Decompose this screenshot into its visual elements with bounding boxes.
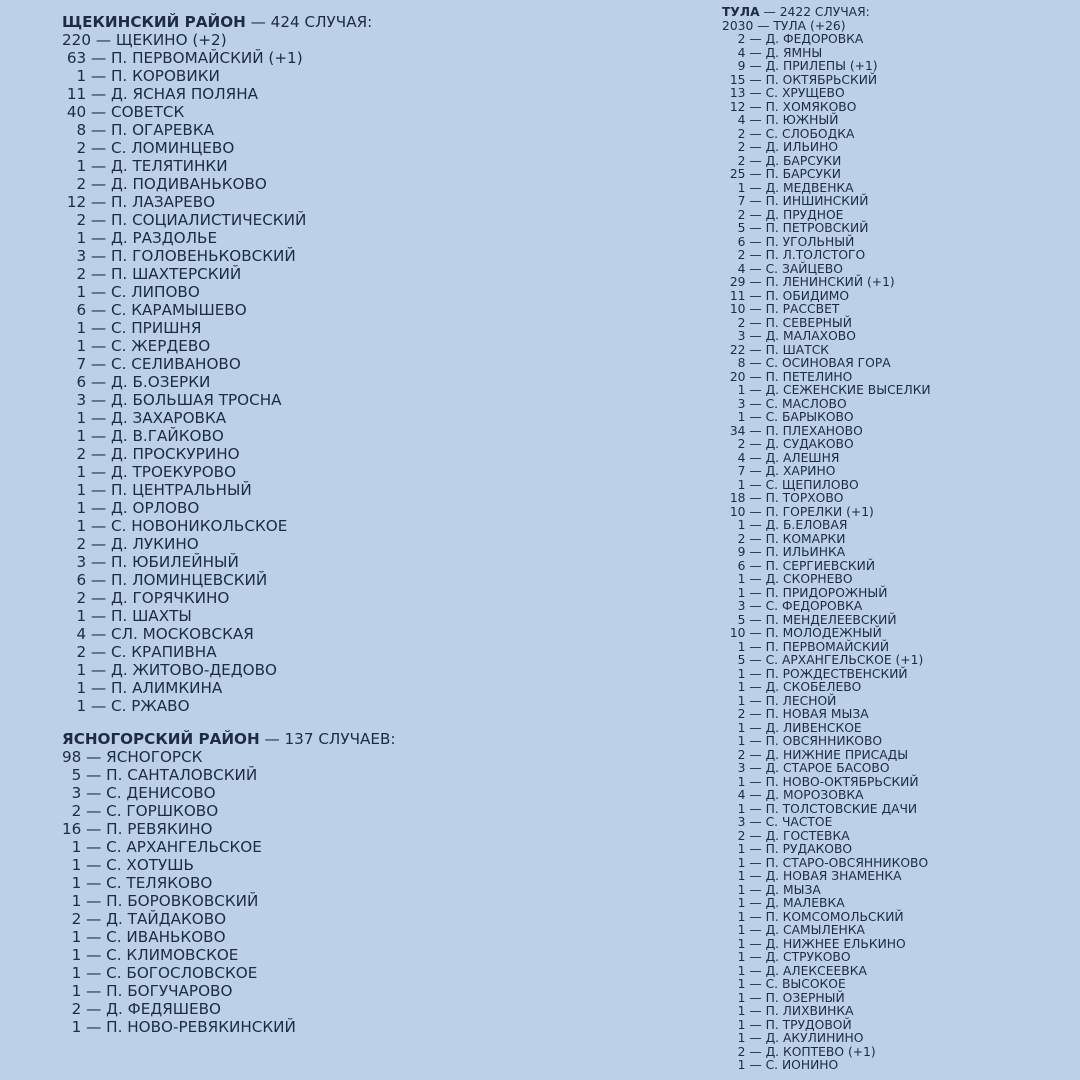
locality-row: 5 — П. САНТАЛОВСКИЙ — [62, 766, 258, 784]
locality-row: 2 — Д. СУДАКОВО — [722, 437, 854, 451]
locality-row: 2 — С. ЛОМИНЦЕВО — [62, 139, 235, 157]
section-summary: — 137 СЛУЧАЕВ: — [259, 730, 396, 748]
locality-row: 3 — С. ФЕДОРОВКА — [722, 599, 863, 613]
locality-row: 2 — С. СЛОБОДКА — [722, 126, 855, 141]
locality-row: 20 — П. ПЕТЕЛИНО — [722, 369, 853, 384]
locality-row: 6 — П. СЕРГИЕВСКИЙ — [722, 558, 876, 573]
section-header — [722, 6, 1072, 20]
locality-row: 1 — Д. ОРЛОВО — [62, 499, 200, 517]
locality-row: 2030 — ТУЛА (+26) — [722, 18, 846, 33]
section-header — [62, 13, 622, 31]
locality-row: 1 — Д. МЕДВЕНКА — [722, 180, 854, 195]
locality-row: 2 — Д. ПРОСКУРИНО — [62, 445, 240, 463]
locality-row: 2 — С. КРАПИВНА — [62, 643, 217, 661]
tula-section — [722, 6, 1072, 1073]
locality-row: 6 — П. ЛОМИНЦЕВСКИЙ — [62, 571, 268, 589]
locality-row: 98 — ЯСНОГОРСК — [62, 748, 203, 766]
locality-row: 2 — Д. КОПТЕВО (+1) — [722, 1044, 876, 1059]
locality-row: 1 — Д. АЛЕКСЕЕВКА — [722, 963, 867, 978]
locality-row: 11 — Д. ЯСНАЯ ПОЛЯНА — [62, 85, 259, 103]
locality-row: 1 — П. АЛИМКИНА — [62, 679, 223, 697]
locality-row: 7 — Д. ХАРИНО — [722, 464, 836, 478]
locality-row: 1 — С. НОВОНИКОЛЬСКОЕ — [62, 517, 288, 535]
locality-row: 4 — Д. ЯМНЫ — [722, 45, 823, 60]
locality-row: 2 — Д. ПОДИВАНЬКОВО — [62, 175, 267, 193]
locality-row: 1 — П. РОЖДЕСТВЕНСКИЙ — [722, 666, 908, 681]
locality-row: 1 — Д. САМЫЛЕНКА — [722, 923, 865, 937]
locality-row: 1 — П. ЦЕНТРАЛЬНЫЙ — [62, 481, 252, 499]
locality-row: 2 — Д. ПРУДНОЕ — [722, 207, 844, 222]
locality-row: 25 — П. БАРСУКИ — [722, 167, 841, 181]
locality-list — [62, 31, 622, 715]
locality-row: 1 — Д. СТРУКОВО — [722, 950, 851, 964]
locality-row: 2 — П. Л.ТОЛСТОГО — [722, 248, 866, 262]
locality-row: 2 — Д. ТАЙДАКОВО — [62, 910, 227, 928]
locality-row: 2 — П. КОМАРКИ — [722, 531, 846, 546]
locality-row: 8 — С. ОСИНОВАЯ ГОРА — [722, 356, 891, 370]
locality-row: 4 — СЛ. МОСКОВСКАЯ — [62, 625, 254, 643]
locality-row: 2 — Д. НИЖНИЕ ПРИСАДЫ — [722, 747, 909, 762]
locality-row: 3 — С. ДЕНИСОВО — [62, 784, 216, 802]
locality-row: 3 — С. ЧАСТОЕ — [722, 815, 833, 829]
locality-row: 29 — П. ЛЕНИНСКИЙ (+1) — [722, 275, 895, 289]
locality-row: 63 — П. ПЕРВОМАЙСКИЙ (+1) — [62, 49, 303, 67]
locality-row: 12 — П. ЛАЗАРЕВО — [62, 193, 216, 211]
locality-row: 2 — П. СОЦИАЛИСТИЧЕСКИЙ — [62, 211, 307, 229]
left-column — [62, 13, 622, 1036]
locality-row: 16 — П. РЕВЯКИНО — [62, 820, 213, 838]
locality-row: 6 — П. УГОЛЬНЫЙ — [722, 234, 855, 249]
shchekino-section — [62, 13, 622, 715]
section-title: ЩЕКИНСКИЙ РАЙОН — [62, 13, 246, 31]
locality-row: 3 — Д. БОЛЬШАЯ ТРОСНА — [62, 391, 282, 409]
locality-row: 22 — П. ШАТСК — [722, 342, 830, 357]
locality-row: 1 — П. КОРОВИКИ — [62, 67, 220, 85]
locality-row: 220 — ЩЕКИНО (+2) — [62, 31, 227, 49]
locality-row: 2 — Д. БАРСУКИ — [722, 153, 842, 168]
locality-row: 4 — Д. МОРОЗОВКА — [722, 788, 864, 802]
locality-row: 1 — П. РУДАКОВО — [722, 842, 853, 856]
locality-row: 2 — П. ШАХТЕРСКИЙ — [62, 265, 242, 283]
locality-row: 12 — П. ХОМЯКОВО — [722, 99, 857, 114]
locality-row: 2 — Д. ФЕДЯШЕВО — [62, 1000, 221, 1018]
locality-row: 1 — Д. ТРОЕКУРОВО — [62, 463, 237, 481]
locality-row: 5 — П. ПЕТРОВСКИЙ — [722, 221, 869, 235]
locality-list — [62, 748, 622, 1036]
locality-row: 3 — С. МАСЛОВО — [722, 396, 847, 411]
locality-row: 10 — П. ГОРЕЛКИ (+1) — [722, 504, 874, 519]
locality-row: 1 — П. НОВО-ОКТЯБРЬСКИЙ — [722, 774, 919, 789]
locality-row: 2 — Д. ГОРЯЧКИНО — [62, 589, 230, 607]
locality-row: 3 — Д. МАЛАХОВО — [722, 329, 856, 343]
locality-row: 1 — С. ПРИШНЯ — [62, 319, 202, 337]
locality-row: 8 — П. ОГАРЕВКА — [62, 121, 215, 139]
locality-row: 1 — П. ТОЛСТОВСКИЕ ДАЧИ — [722, 801, 918, 816]
locality-row: 1 — П. ЛИХВИНКА — [722, 1004, 854, 1018]
locality-row: 4 — П. ЮЖНЫЙ — [722, 113, 839, 127]
locality-list — [722, 20, 1072, 1073]
locality-row: 1 — С. ЩЕПИЛОВО — [722, 477, 859, 492]
locality-row: 1 — Д. МЫЗА — [722, 882, 821, 897]
locality-row: 5 — С. АРХАНГЕЛЬСКОЕ (+1) — [722, 653, 924, 667]
locality-row: 1 — С. ВЫСОКОЕ — [722, 977, 846, 991]
locality-row: 10 — П. РАССВЕТ — [722, 302, 840, 316]
locality-row: 1 — Д. СКОРНЕВО — [722, 572, 853, 586]
locality-row: 9 — Д. ПРИЛЕПЫ (+1) — [722, 59, 878, 73]
locality-row: 34 — П. ПЛЕХАНОВО — [722, 423, 863, 438]
section-title: ЯСНОГОРСКИЙ РАЙОН — [62, 730, 260, 748]
locality-row: 7 — П. ИНШИНСКИЙ — [722, 194, 869, 208]
section-title: ТУЛА — [722, 5, 760, 19]
yasnogorsk-section — [62, 730, 622, 1036]
section-summary: — 2422 СЛУЧАЯ: — [759, 5, 870, 19]
locality-row: 1 — С. РЖАВО — [62, 697, 190, 715]
locality-row: 2 — С. ГОРШКОВО — [62, 802, 219, 820]
locality-row: 5 — П. МЕНДЕЛЕЕВСКИЙ — [722, 612, 897, 627]
locality-row: 1 — П. ШАХТЫ — [62, 607, 192, 625]
section-summary: — 424 СЛУЧАЯ: — [245, 13, 373, 31]
locality-row: 1 — П. БОРОВКОВСКИЙ — [62, 892, 259, 910]
locality-row: 1 — Д. ЗАХАРОВКА — [62, 409, 227, 427]
locality-row: 4 — Д. АЛЕШНЯ — [722, 450, 840, 465]
locality-row: 1 — Д. АКУЛИНИНО — [722, 1031, 864, 1045]
locality-row: 1 — С. ИОНИНО — [722, 1058, 839, 1072]
locality-row: 6 — Д. Б.ОЗЕРКИ — [62, 373, 211, 391]
locality-row: 15 — П. ОКТЯБРЬСКИЙ — [722, 72, 878, 87]
locality-row: 40 — СОВЕТСК — [62, 103, 185, 121]
locality-row: 3 — Д. СТАРОЕ БАСОВО — [722, 761, 890, 775]
locality-row: 2 — Д. ЛУКИНО — [62, 535, 199, 553]
locality-row: 18 — П. ТОРХОВО — [722, 491, 844, 505]
locality-row: 1 — С. БАРЫКОВО — [722, 410, 854, 424]
right-column — [722, 6, 1072, 1073]
locality-row: 1 — П. ПРИДОРОЖНЫЙ — [722, 585, 888, 600]
locality-row: 10 — П. МОЛОДЕЖНЫЙ — [722, 626, 882, 640]
locality-row: 3 — П. ГОЛОВЕНЬКОВСКИЙ — [62, 247, 296, 265]
section-header — [62, 730, 622, 748]
locality-row: 1 — Д. НИЖНЕЕ ЕЛЬКИНО — [722, 936, 906, 951]
locality-row: 1 — П. ОВСЯННИКОВО — [722, 734, 883, 748]
locality-row: 1 — Д. Б.ЕЛОВАЯ — [722, 518, 848, 532]
locality-row: 1 — Д. ЛИВЕНСКОЕ — [722, 720, 862, 735]
locality-row: 1 — С. БОГОСЛОВСКОЕ — [62, 964, 258, 982]
locality-row: 1 — С. ТЕЛЯКОВО — [62, 874, 213, 892]
locality-row: 1 — С. ЖЕРДЕВО — [62, 337, 211, 355]
locality-row: 1 — Д. НОВАЯ ЗНАМЕНКА — [722, 869, 902, 883]
locality-row: 6 — С. КАРАМЫШЕВО — [62, 301, 247, 319]
locality-row: 1 — С. КЛИМОВСКОЕ — [62, 946, 239, 964]
locality-row: 2 — П. НОВАЯ МЫЗА — [722, 707, 869, 721]
locality-row: 1 — Д. РАЗДОЛЬЕ — [62, 229, 218, 247]
locality-row: 1 — П. КОМСОМОЛЬСКИЙ — [722, 909, 904, 924]
locality-row: 1 — Д. ТЕЛЯТИНКИ — [62, 157, 228, 175]
locality-row: 1 — Д. СКОБЕЛЕВО — [722, 680, 862, 694]
locality-row: 1 — П. ПЕРВОМАЙСКИЙ — [722, 639, 890, 654]
locality-row: 2 — Д. ФЕДОРОВКА — [722, 32, 864, 46]
locality-row: 1 — П. ТРУДОВОЙ — [722, 1017, 852, 1032]
locality-row: 1 — С. ХОТУШЬ — [62, 856, 194, 874]
locality-row: 1 — П. НОВО-РЕВЯКИНСКИЙ — [62, 1018, 296, 1036]
locality-row: 4 — С. ЗАЙЦЕВО — [722, 261, 843, 276]
locality-row: 1 — Д. ЖИТОВО-ДЕДОВО — [62, 661, 277, 679]
locality-row: 2 — Д. ГОСТЕВКА — [722, 828, 850, 843]
locality-row: 7 — С. СЕЛИВАНОВО — [62, 355, 241, 373]
locality-row: 1 — С. ИВАНЬКОВО — [62, 928, 226, 946]
locality-row: 11 — П. ОБИДИМО — [722, 288, 850, 303]
locality-row: 1 — П. ОЗЕРНЫЙ — [722, 990, 845, 1005]
locality-row: 9 — П. ИЛЬИНКА — [722, 545, 846, 559]
locality-row: 1 — П. ЛЕСНОЙ — [722, 693, 837, 708]
locality-row: 1 — П. БОГУЧАРОВО — [62, 982, 233, 1000]
locality-row: 1 — С. ЛИПОВО — [62, 283, 200, 301]
locality-row: 1 — Д. СЕЖЕНСКИЕ ВЫСЕЛКИ — [722, 383, 931, 397]
locality-row: 1 — Д. В.ГАЙКОВО — [62, 427, 224, 445]
locality-row: 1 — П. СТАРО-ОВСЯННИКОВО — [722, 855, 929, 870]
locality-row: 13 — С. ХРУЩЕВО — [722, 86, 845, 100]
locality-row: 1 — Д. МАЛЕВКА — [722, 896, 845, 910]
locality-row: 2 — Д. ИЛЬИНО — [722, 140, 839, 154]
locality-row: 1 — С. АРХАНГЕЛЬСКОЕ — [62, 838, 262, 856]
locality-row: 3 — П. ЮБИЛЕЙНЫЙ — [62, 553, 239, 571]
locality-row: 2 — П. СЕВЕРНЫЙ — [722, 315, 852, 330]
